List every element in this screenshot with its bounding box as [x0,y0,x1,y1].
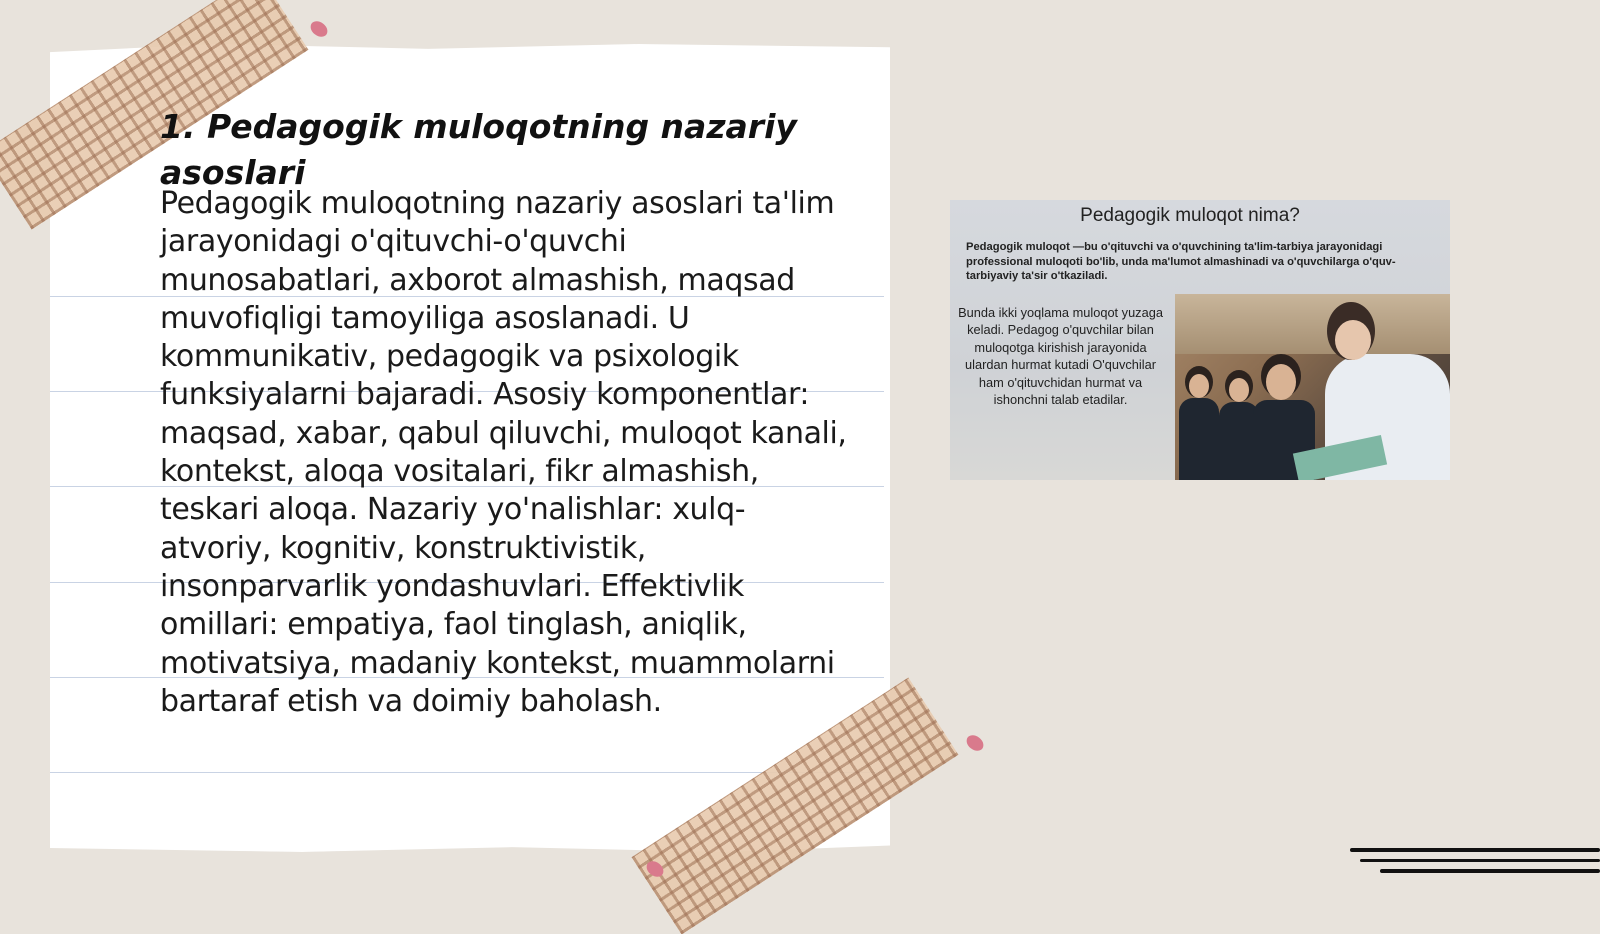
slide-title: 1. Pedagogik muloqotning nazariy asoslari [160,107,797,192]
image-note: Bunda ikki yoqlama muloqot yuzaga keladi. Pedagog o'quvchilar bilan muloqotga kirishish jarayonida ulardan hurmat kutadi O'quvchilar ham o'qituvchidan hurmat va ishonchni talab etadilar. [958,305,1163,408]
tape-tip [964,733,986,752]
info-image [950,200,1450,480]
image-title: Pedagogik muloqot nima? [1080,205,1300,226]
classroom-photo [1175,294,1450,480]
rule-line [50,772,884,773]
decorative-lines [1350,848,1600,888]
slide-body-text: Pedagogik muloqotning nazariy asoslari ta'lim jarayonidagi o'qituvchi-o'quvchi munosabatlari, axborot almashish, maqsad muvofiqligi tamoyiliga asoslanadi. U kommunikativ, pedagogik va psixologik funksiyalarni bajaradi. Asosiy komponentlar: maqsad, xabar, qabul qiluvchi, muloqot kanali, kontekst, aloqa vositalari, fikr almashish, teskari aloqa. Nazariy yo'nalishlar: xulq-atvoriy, kognitiv, konstruktivistik, insonparvarlik yondashuvlari. Effektivlik omillari: empatiya, faol tinglash, aniqlik, motivatsiya, madaniy kontekst, muammolarni bartaraf etish va doimiy baholash. [160,186,847,719]
tape-tip [308,19,330,38]
image-definition: Pedagogik muloqot —bu o'qituvchi va o'quvchining ta'lim-tarbiya jarayonidagi professional muloqoti bo'lib, unda ma'lumot almashinadi va o'quvchilarga o'quv-tarbiyaviy ta'sir o'tkaziladi. [966,241,1396,282]
